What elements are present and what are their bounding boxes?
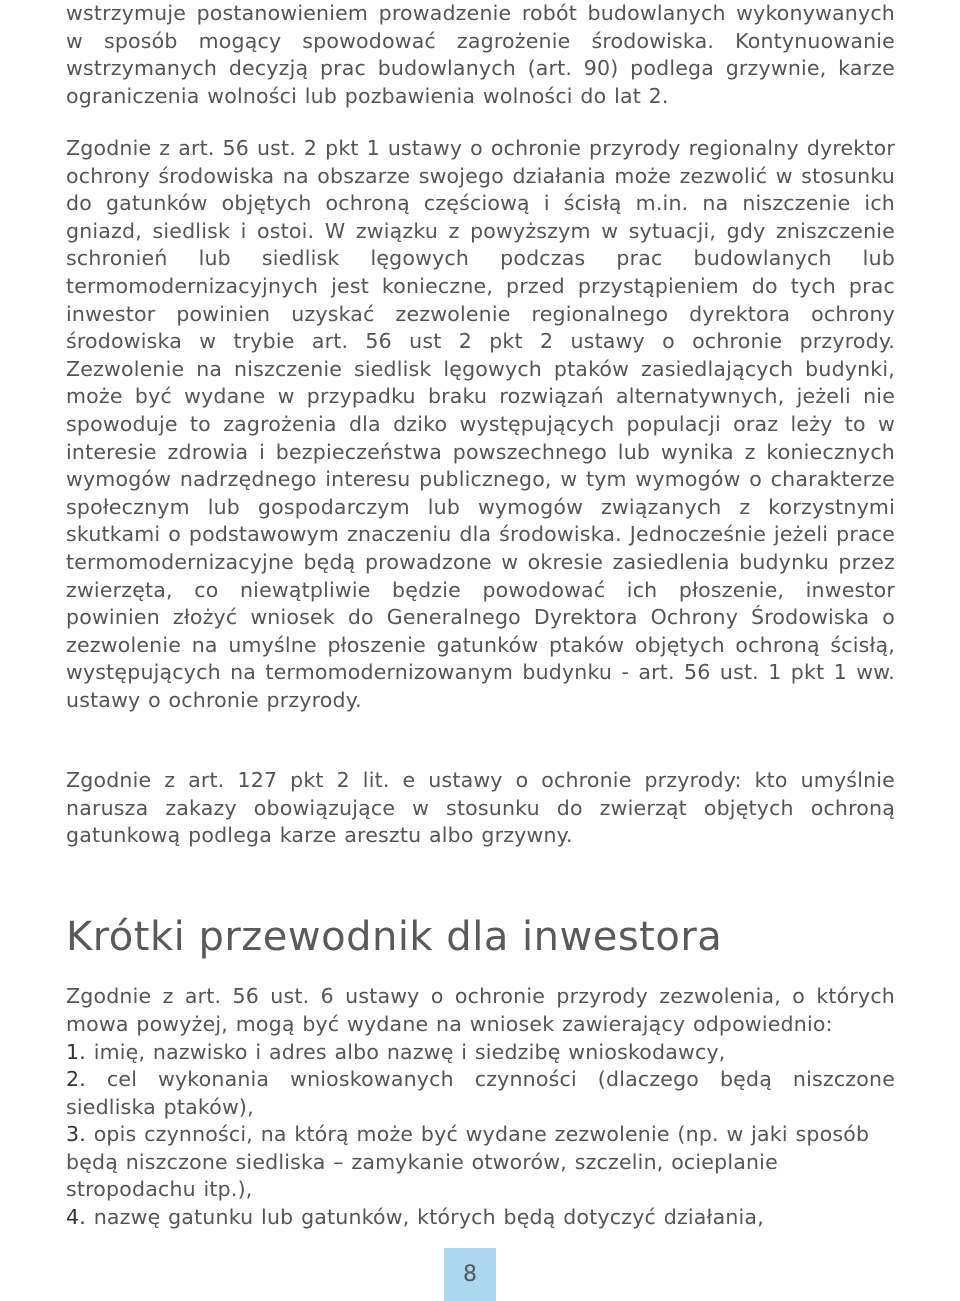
list-item-number: 4.	[66, 1205, 86, 1229]
list-item-text: cel wykonania wnioskowanych czynności (dlaczego będą niszczone siedliska ptaków),	[66, 1067, 896, 1119]
list-item-number: 3.	[66, 1122, 86, 1146]
list-item	[66, 1039, 895, 1067]
paragraph-application-intro: Zgodnie z art. 56 ust. 6 ustawy o ochronie przyrody zezwolenia, o których mowa powyżej, mogą być wydane na wniosek zawierający odpowiednio:	[66, 984, 895, 1036]
list-item	[66, 1204, 895, 1232]
list-item	[66, 1066, 895, 1121]
list-item-number: 1.	[66, 1040, 86, 1064]
list-item-number: 2.	[66, 1067, 86, 1091]
list-item-text: nazwę gatunku lub gatunków, których będą dotyczyć działania,	[93, 1205, 764, 1229]
paragraph-permit-rules: Zgodnie z art. 56 ust. 2 pkt 1 ustawy o ochronie przyrody regionalny dyrektor ochrony środowiska na obszarze swojego działania może zezwolić w stosunku do gatunków objętych ochroną częściową i ścisłą m.in. na niszczenie ich gniazd, siedlisk i ostoi. W związku z powyższym w sytuacji, gdy zniszczenie schronień lub siedlisk lęgowych podczas prac budowlanych lub termomodernizacyjnych jest konieczne, przed przystąpieniem do tych prac inwestor powinien uzyskać zezwolenie regionalnego dyrektora ochrony środowiska w trybie art. 56 ust 2 pkt 2 ustawy o ochronie przyrody. Zezwolenie na niszczenie siedlisk lęgowych ptaków zasiedlających budynki, może być wydane w przypadku braku rozwiązań alternatywnych, jeżeli nie spowoduje to zagrożenia dla dziko występujących populacji oraz leży to w interesie zdrowia i bezpieczeństwa powszechnego lub wynika z koniecznych wymogów nadrzędnego interesu publicznego, w tym wymogów o charakterze społecznym lub gospodarczym lub wymogów związanych z korzystnymi skutkami o podstawowym znaczeniu dla środowiska. Jednocześnie jeżeli prace termomodernizacyjne będą prowadzone w okresie zasiedlenia budynku przez zwierzęta, co niewątpliwie będzie powodować ich płoszenie, inwestor powinien złożyć wniosek do Generalnego Dyrektora Ochrony Środowiska o zezwolenie na umyślne płoszenie gatunków ptaków objętych ochroną ścisłą, występujących na termomodernizowanym budynku - art. 56 ust. 1 pkt 1 ww. ustawy o ochronie przyrody.	[66, 136, 895, 712]
list-item	[66, 1121, 895, 1204]
list-item-text: imię, nazwisko i adres albo nazwę i siedzibę wnioskodawcy,	[93, 1040, 726, 1064]
list-item-text: opis czynności, na którą może być wydane zezwolenie (np. w jaki sposób będą niszczone siedliska – zamykanie otworów, szczelin, ocieplanie stropodachu itp.),	[66, 1122, 870, 1202]
paragraph-penalty: Zgodnie z art. 127 pkt 2 lit. e ustawy o ochronie przyrody: kto umyślnie narusza zakazy obowiązujące w stosunku do zwierząt objętych ochroną gatunkową podlega karze aresztu albo grzywny.	[66, 768, 895, 848]
paragraph-construction-halt: wstrzymuje postanowieniem prowadzenie robót budowlanych wykonywanych w sposób mogący spowodować zagrożenie środowiska. Kontynuowanie wstrzymanych decyzją prac budowlanych (art. 90) podlega grzywnie, karze ograniczenia wolności lub pozbawienia wolności do lat 2.	[66, 1, 895, 108]
page-number: 8	[444, 1248, 496, 1301]
section-heading: Krótki przewodnik dla inwestora	[66, 914, 723, 960]
